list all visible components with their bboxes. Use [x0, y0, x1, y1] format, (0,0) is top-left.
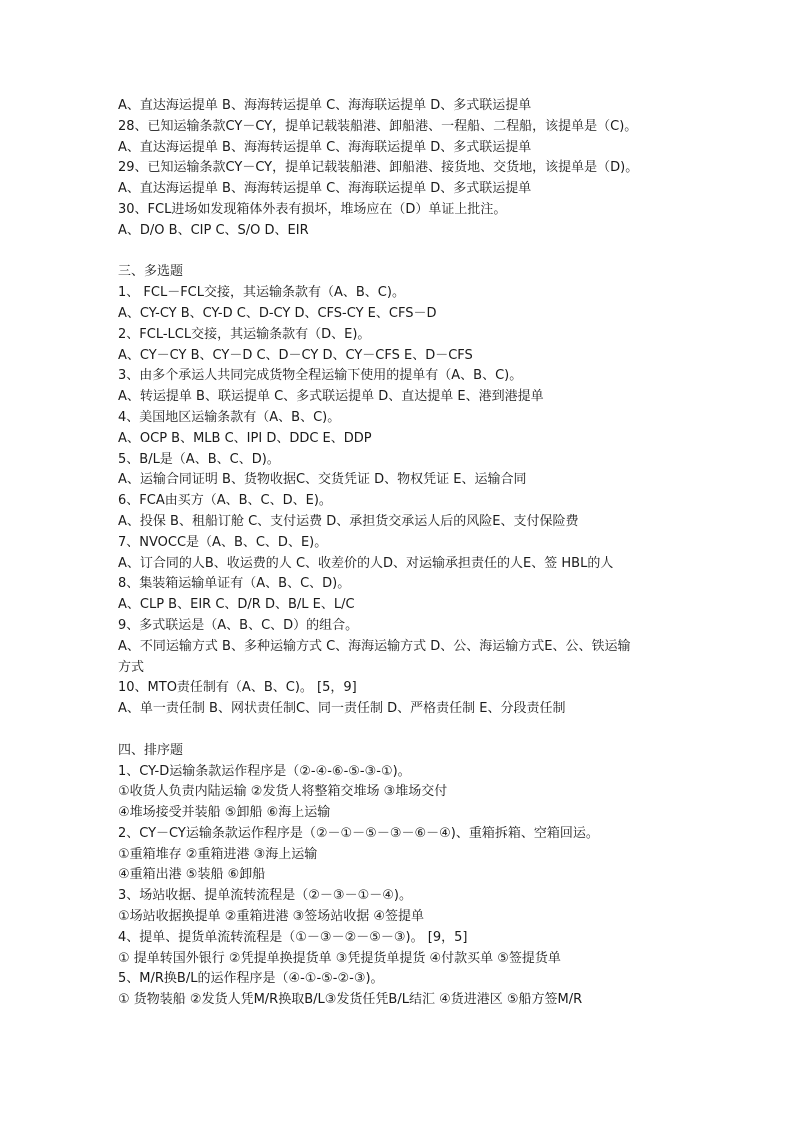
text-line: 3、由多个承运人共同完成货物全程运输下使用的提单有（A、B、C)。	[118, 368, 523, 384]
question-block-single-choice	[118, 96, 698, 242]
text-line: A、单一责任制 B、网状责任制C、同一责任制 D、严格责任制 E、分段责任制	[118, 701, 566, 717]
text-line: A、CY－CY B、CY－D C、D－CY D、CY－CFS E、D－CFS	[118, 347, 473, 363]
text-line: A、CY-CY B、CY-D C、D-CY D、CFS-CY E、CFS－D	[118, 305, 437, 321]
text-line: ① 货物装船 ②发货人凭M/R换取B/L③发货任凭B/L结汇 ④货进港区 ⑤船方签M/R	[118, 992, 583, 1008]
text-line: A、订合同的人B、收运费的人 C、收差价的人D、对运输承担责任的人E、签 HBL的人	[118, 555, 614, 571]
text-line: 29、已知运输条款CY－CY，提单记载装船港、卸船港、接货地、交货地，该提单是（D)。	[118, 160, 639, 176]
text-line: 方式	[118, 659, 145, 675]
section-heading-multiple-choice: 三、多选题	[118, 264, 184, 280]
text-line: ① 提单转国外银行 ②凭提单换提货单 ③凭提货单提货 ④付款买单 ⑤签提货单	[118, 950, 561, 966]
text-line: ④堆场接受并装船 ⑤卸船 ⑥海上运输	[118, 805, 331, 821]
text-line: A、运输合同证明 B、货物收据C、交货凭证 D、物权凭证 E、运输合同	[118, 472, 527, 488]
text-line: 2、CY－CY运输条款运作程序是（②－①－⑤－③－⑥－④)、重箱拆箱、空箱回运。	[118, 825, 599, 841]
text-line: A、D/O B、CIP C、S/O D、EIR	[118, 222, 309, 238]
text-line: 10、MTO责任制有（A、B、C)。 [5，9]	[118, 680, 357, 696]
text-line: A、直达海运提单 B、海海转运提单 C、海海联运提单 D、多式联运提单	[118, 181, 532, 197]
document-page	[118, 96, 698, 1011]
text-line: 5、B/L是（A、B、C、D)。	[118, 451, 280, 467]
text-line: 7、NVOCC是（A、B、C、D、E)。	[118, 534, 328, 550]
text-line: A、直达海运提单 B、海海转运提单 C、海海联运提单 D、多式联运提单	[118, 98, 532, 113]
text-line: A、OCP B、MLB C、IPI D、DDC E、DDP	[118, 430, 372, 446]
text-line: 1、 FCL－FCL交接，其运输条款有（A、B、C)。	[118, 285, 405, 301]
text-line: 4、美国地区运输条款有（A、B、C)。	[118, 409, 341, 425]
text-line: 4、提单、提货单流转流程是（①－③－②－⑤－③)。 [9，5]	[118, 929, 468, 945]
text-line: ①收货人负责内陆运输 ②发货人将整箱交堆场 ③堆场交付	[118, 784, 448, 800]
text-line: ①重箱堆存 ②重箱进港 ③海上运输	[118, 846, 318, 862]
text-line: A、转运提单 B、联运提单 C、多式联运提单 D、直达提单 E、港到港提单	[118, 389, 544, 405]
text-line: 2、FCL-LCL交接，其运输条款有（D、E)。	[118, 326, 371, 342]
text-line: ①场站收据换提单 ②重箱进港 ③签场站收据 ④签提单	[118, 909, 425, 925]
text-line: A、不同运输方式 B、多种运输方式 C、海海运输方式 D、公、海运输方式E、公、铁运输	[118, 638, 631, 654]
text-line: A、直达海运提单 B、海海转运提单 C、海海联运提单 D、多式联运提单	[118, 139, 532, 155]
text-line: 9、多式联运是（A、B、C、D）的组合。	[118, 617, 359, 633]
text-line: ④重箱出港 ⑤装船 ⑥卸船	[118, 867, 266, 883]
text-line: 1、CY-D运输条款运作程序是（②-④-⑥-⑤-③-①)。	[118, 763, 411, 779]
blank-line	[118, 242, 698, 263]
text-line: A、投保 B、租船订舱 C、支付运费 D、承担货交承运人后的风险E、支付保险费	[118, 513, 579, 529]
text-line: 6、FCA由买方（A、B、C、D、E)。	[118, 493, 332, 509]
text-line: 28、已知运输条款CY－CY，提单记载装船港、卸船港、一程船、二程船，该提单是（C)。	[118, 118, 638, 134]
blank-line	[118, 720, 698, 741]
question-block-ordering	[118, 762, 698, 1012]
text-line: 30、FCL进场如发现箱体外表有损坏，堆场应在（D）单证上批注。	[118, 201, 507, 217]
section-heading-ordering: 四、排序题	[118, 742, 184, 758]
text-line: 3、场站收据、提单流转流程是（②－③－①－④)。	[118, 888, 412, 904]
question-block-multiple-choice	[118, 283, 698, 720]
text-line: 8、集装箱运输单证有（A、B、C、D)。	[118, 576, 351, 592]
text-line: 5、M/R换B/L的运作程序是（④-①-⑤-②-③)。	[118, 971, 384, 987]
text-line: A、CLP B、EIR C、D/R D、B/L E、L/C	[118, 597, 355, 613]
